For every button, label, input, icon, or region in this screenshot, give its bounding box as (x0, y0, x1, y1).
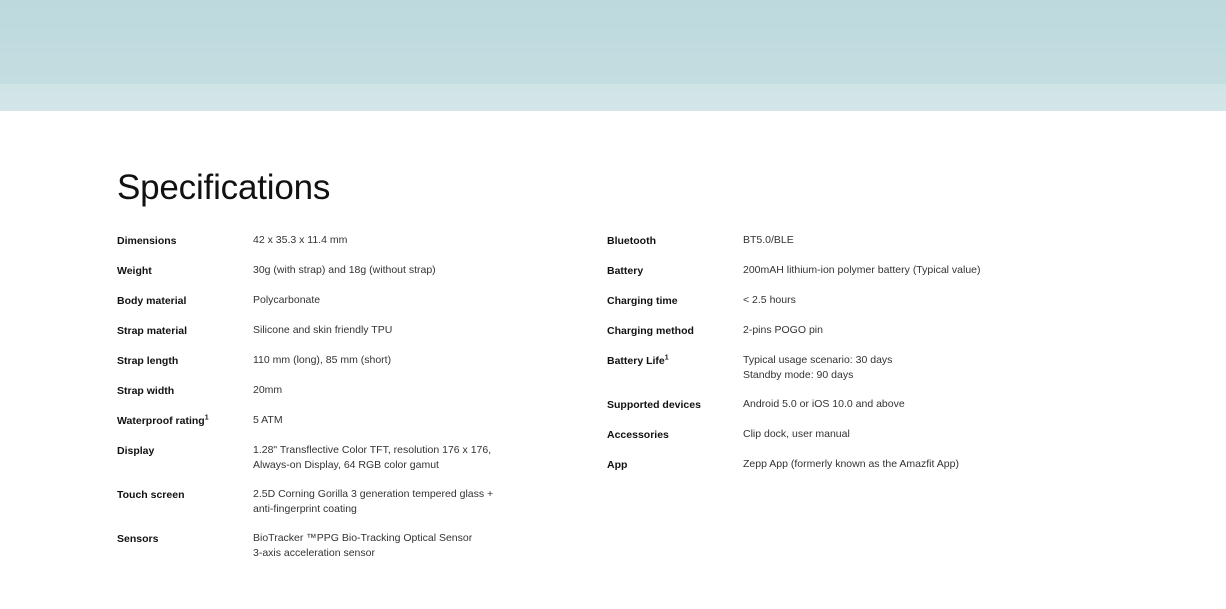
spec-value-line: Silicone and skin friendly TPU (253, 324, 393, 336)
spec-label (607, 233, 743, 249)
spec-label-text: Strap length (117, 355, 179, 367)
spec-value (253, 323, 392, 339)
spec-value (743, 293, 796, 309)
spec-label-text: App (607, 459, 628, 471)
spec-value-line: 1.28" Transflective Color TFT, resolution 176 x 176, (253, 444, 492, 456)
spec-row (117, 353, 607, 369)
spec-row (117, 263, 607, 279)
spec-value-line: 42 x 35.3 x 11.4 mm (253, 234, 348, 246)
spec-value-line: Typical usage scenario: 30 days (743, 354, 893, 366)
spec-value-line: Always-on Display, 64 RGB color gamut (253, 459, 439, 471)
spec-label-text: Charging time (607, 295, 678, 307)
spec-label-text: Waterproof rating (117, 415, 205, 427)
spec-label-text: Bluetooth (607, 235, 656, 247)
spec-value-line: 30g (with strap) and 18g (without strap) (253, 264, 436, 276)
spec-row (607, 263, 1097, 279)
spec-label-text: Body material (117, 295, 187, 307)
spec-value-line: BioTracker ™PPG Bio-Tracking Optical Sensor (253, 532, 473, 544)
spec-label-footnote: 1 (204, 414, 209, 422)
spec-label-text: Weight (117, 265, 152, 277)
spec-row (607, 293, 1097, 309)
spec-label (607, 353, 743, 383)
spec-value-line: BT5.0/BLE (743, 234, 794, 246)
spec-value-line: Polycarbonate (253, 294, 321, 306)
spec-row (607, 233, 1097, 249)
spec-value (743, 427, 850, 443)
spec-value (253, 293, 320, 309)
spec-row (117, 531, 607, 561)
spec-row (607, 353, 1097, 383)
spec-value (743, 397, 905, 413)
spec-label (117, 383, 253, 399)
spec-row (117, 443, 607, 473)
spec-label (607, 457, 743, 473)
spec-label-text: Dimensions (117, 235, 177, 247)
spec-value-line: 3-axis acceleration sensor (253, 547, 375, 559)
spec-value-line: Clip dock, user manual (743, 428, 850, 440)
spec-row (117, 413, 607, 429)
spec-value (253, 413, 283, 429)
spec-label (117, 531, 253, 561)
hero-banner (0, 0, 1226, 111)
spec-label (117, 443, 253, 473)
spec-label-text: Accessories (607, 429, 669, 441)
spec-value-line: 110 mm (long), 85 mm (short) (253, 354, 392, 366)
specifications-left-column (117, 233, 607, 575)
spec-label-text: Battery (607, 265, 644, 277)
spec-label-text: Touch screen (117, 489, 185, 501)
spec-row (117, 233, 607, 249)
spec-label-text: Display (117, 445, 155, 457)
spec-label (607, 427, 743, 443)
spec-value (743, 263, 981, 279)
spec-row (607, 427, 1097, 443)
specifications-page (0, 111, 1226, 609)
spec-value (253, 353, 391, 369)
spec-value (253, 531, 472, 561)
specifications-columns (117, 233, 1117, 575)
spec-value (253, 487, 493, 517)
spec-value-line: 5 ATM (253, 414, 283, 426)
spec-value (253, 383, 282, 399)
spec-value-line: Standby mode: 90 days (743, 369, 854, 381)
spec-label (607, 397, 743, 413)
spec-value (253, 443, 491, 473)
spec-label-footnote: 1 (664, 354, 669, 362)
spec-value (743, 233, 794, 249)
spec-label-text: Strap material (117, 325, 188, 337)
spec-value-line: Android 5.0 or iOS 10.0 and above (743, 398, 905, 410)
spec-value-line: Zepp App (formerly known as the Amazfit App) (743, 458, 959, 470)
spec-label (607, 263, 743, 279)
spec-value-line: 200mAH lithium-ion polymer battery (Typical value) (743, 264, 981, 276)
spec-row (117, 487, 607, 517)
spec-row (607, 457, 1097, 473)
spec-row (607, 397, 1097, 413)
spec-label (117, 487, 253, 517)
spec-label-text: Strap width (117, 385, 175, 397)
spec-label (117, 293, 253, 309)
spec-row (117, 323, 607, 339)
spec-row (607, 323, 1097, 339)
spec-label (117, 413, 253, 429)
spec-value (253, 263, 436, 279)
spec-label (607, 323, 743, 339)
spec-value-line: anti-fingerprint coating (253, 503, 357, 515)
spec-label-text: Battery Life (607, 355, 665, 367)
hero-banner-band (0, 0, 1226, 84)
spec-value-line: 2.5D Corning Gorilla 3 generation tempered glass + (253, 488, 494, 500)
spec-label (607, 293, 743, 309)
spec-label-text: Sensors (117, 533, 159, 545)
spec-value (743, 323, 823, 339)
spec-label (117, 233, 253, 249)
spec-value-line: 2-pins POGO pin (743, 324, 823, 336)
spec-value (253, 233, 347, 249)
spec-label-text: Charging method (607, 325, 694, 337)
spec-label (117, 323, 253, 339)
spec-label (117, 353, 253, 369)
specifications-right-column (607, 233, 1097, 575)
spec-value (743, 353, 892, 383)
spec-label-text: Supported devices (607, 399, 701, 411)
page-title: Specifications (117, 168, 331, 207)
spec-value-line: < 2.5 hours (743, 294, 796, 306)
spec-row (117, 293, 607, 309)
spec-row (117, 383, 607, 399)
spec-label (117, 263, 253, 279)
spec-value (743, 457, 959, 473)
spec-value-line: 20mm (253, 384, 283, 396)
